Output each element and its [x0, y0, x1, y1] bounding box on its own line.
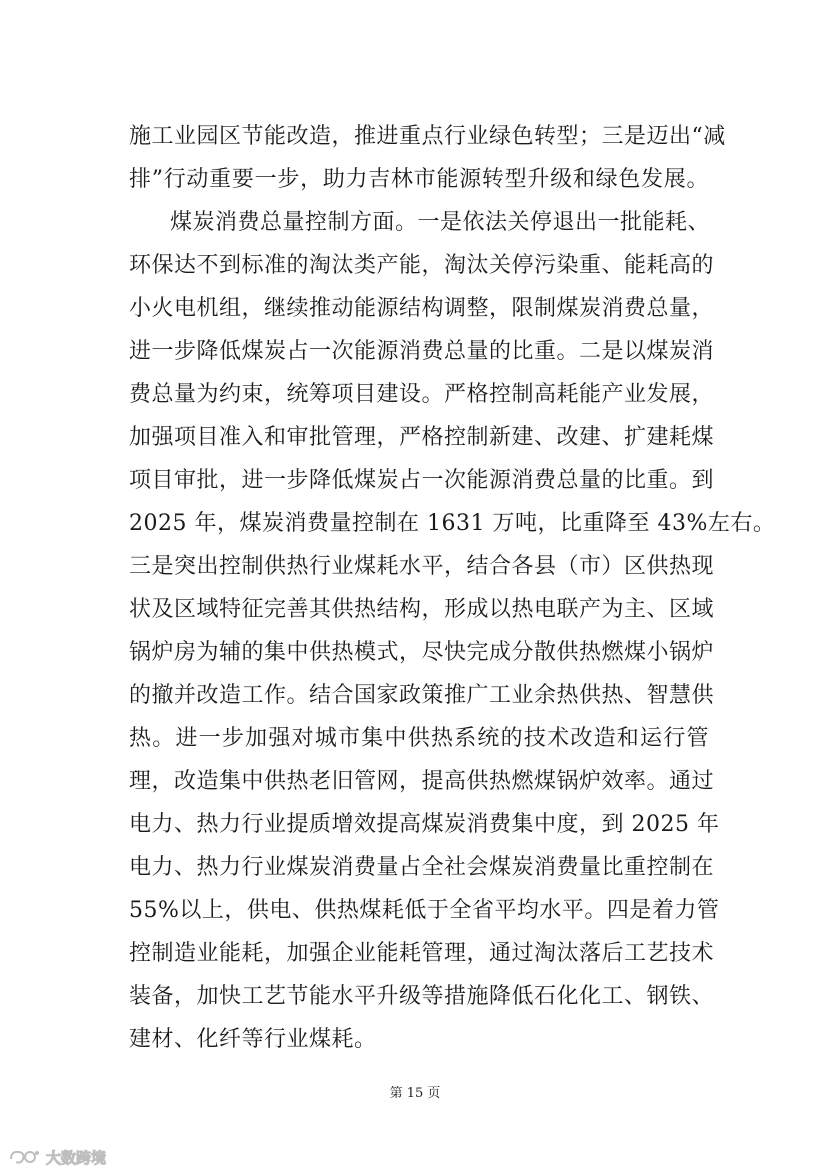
- body-text-line: 三是突出控制供热行业煤耗水平，结合各县（市）区供热现: [129, 554, 715, 579]
- watermark-text: 大数跨境: [46, 1148, 107, 1167]
- page-number: 第 15 页: [389, 1086, 441, 1101]
- body-text-line: 的撤并改造工作。结合国家政策推广工业余热供热、智慧供: [129, 683, 715, 708]
- body-text-line: 锅炉房为辅的集中供热模式，尽快完成分散供热燃煤小锅炉: [129, 640, 715, 665]
- body-text-line: 环保达不到标准的淘汰类产能，淘汰关停污染重、能耗高的: [129, 253, 715, 278]
- body-text-line: 小火电机组，继续推动能源结构调整，限制煤炭消费总量，: [129, 296, 715, 321]
- body-text-line: 进一步降低煤炭占一次能源消费总量的比重。二是以煤炭消: [129, 339, 715, 364]
- body-text-line: 项目审批，进一步降低煤炭占一次能源消费总量的比重。到: [129, 468, 715, 493]
- body-text-line: 热。进一步加强对城市集中供热系统的技术改造和运行管: [129, 726, 709, 751]
- body-text-line: 2025 年，煤炭消费量控制在 1631 万吨，比重降至 43%左右。: [129, 511, 776, 536]
- watermark: [8, 1146, 106, 1168]
- body-text-line-last: 建材、化纤等行业煤耗。: [129, 1027, 377, 1052]
- body-text-line: 排”行动重要一步，助力吉林市能源转型升级和绿色发展。: [129, 167, 709, 192]
- body-text-line: 施工业园区节能改造，推进重点行业绿色转型；三是迈出“减: [129, 124, 726, 149]
- paragraph-first-line: 煤炭消费总量控制方面。一是依法关停退出一批能耗、: [170, 210, 711, 235]
- body-text-line: 加强项目准入和审批管理，严格控制新建、改建、扩建耗煤: [129, 425, 715, 450]
- body-text-line: 控制造业能耗，加强企业能耗管理，通过淘汰落后工艺技术: [129, 941, 715, 966]
- body-text-line: 状及区域特征完善其供热结构，形成以热电联产为主、区域: [129, 597, 715, 622]
- brand-logo-icon: [8, 1147, 42, 1167]
- body-text-line: 费总量为约束，统筹项目建设。严格控制高耗能产业发展，: [129, 382, 715, 407]
- body-text-line: 理，改造集中供热老旧管网，提高供热燃煤锅炉效率。通过: [129, 769, 715, 794]
- body-text-line: 电力、热力行业提质增效提高煤炭消费集中度，到 2025 年: [129, 812, 720, 837]
- body-text-line: 55%以上，供电、供热煤耗低于全省平均水平。四是着力管: [129, 898, 720, 923]
- body-text-line: 装备，加快工艺节能水平升级等措施降低石化化工、钢铁、: [129, 984, 715, 1009]
- body-text-line: 电力、热力行业煤炭消费量占全社会煤炭消费量比重控制在: [129, 855, 715, 880]
